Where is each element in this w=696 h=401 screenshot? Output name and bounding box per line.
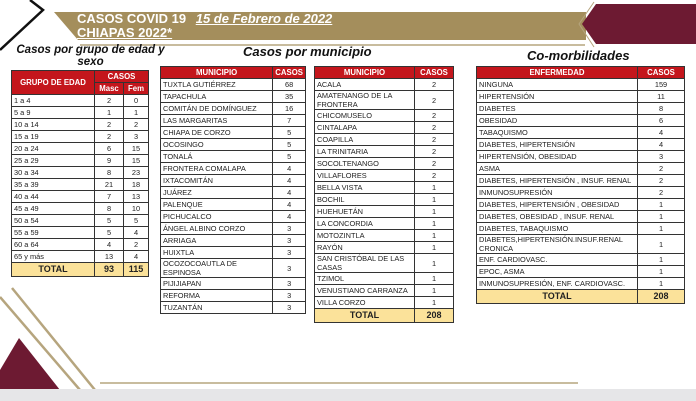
municipality-name-cell: VENUSTIANO CARRANZA [315, 285, 415, 297]
total-value: 208 [415, 309, 454, 323]
female-count-cell: 18 [124, 179, 149, 191]
cases-cell: 4 [638, 139, 685, 151]
table-row [477, 223, 685, 235]
table-row [477, 115, 685, 127]
table-row [477, 235, 685, 254]
table-row [477, 103, 685, 115]
female-count-cell: 15 [124, 143, 149, 155]
table-row [161, 139, 306, 151]
total-row [315, 309, 454, 323]
disease-name-cell: DIABETES, HIPERTENSIÓN , OBESIDAD [477, 199, 638, 211]
cases-cell: 2 [415, 79, 454, 91]
table-row [12, 167, 149, 179]
total-row [12, 263, 149, 277]
municipality-name-cell: OCOZOCOAUTLA DE ESPINOSA [161, 259, 273, 278]
age-group-cell: 25 a 29 [12, 155, 95, 167]
cases-cell: 3 [273, 223, 306, 235]
comorbidity-table [476, 66, 685, 304]
male-count-cell: 2 [95, 95, 124, 107]
municipality-table-2 [314, 66, 454, 323]
table-row [315, 91, 454, 110]
col-header-disease: ENFERMEDAD [477, 67, 638, 79]
cases-cell: 5 [273, 151, 306, 163]
table-row [12, 119, 149, 131]
cases-cell: 3 [273, 259, 306, 278]
municipality-name-cell: PICHUCALCO [161, 211, 273, 223]
col-header-female: Fem [124, 83, 149, 95]
female-count-cell: 3 [124, 131, 149, 143]
cases-cell: 35 [273, 91, 306, 103]
cases-cell: 2 [415, 158, 454, 170]
cases-cell: 4 [273, 211, 306, 223]
table-row [161, 115, 306, 127]
cases-cell: 1 [638, 266, 685, 278]
cases-cell: 1 [638, 223, 685, 235]
age-group-cell: 5 a 9 [12, 107, 95, 119]
male-count-cell: 1 [95, 107, 124, 119]
male-count-cell: 7 [95, 191, 124, 203]
disease-name-cell: DIABETES, TABAQUISMO [477, 223, 638, 235]
total-value: 208 [638, 290, 685, 304]
comorbidity-section-title: Co-morbilidades [527, 48, 630, 63]
table-row [12, 143, 149, 155]
table-row [315, 218, 454, 230]
table-row [315, 158, 454, 170]
municipality-name-cell: TZIMOL [315, 273, 415, 285]
male-count-cell: 5 [95, 215, 124, 227]
disease-name-cell: INMUNOSUPRESIÓN, ENF. CARDIOVASC. [477, 278, 638, 290]
table-row [315, 230, 454, 242]
disease-name-cell: DIABETES [477, 103, 638, 115]
table-row [315, 206, 454, 218]
table-row [12, 191, 149, 203]
cases-cell: 3 [273, 235, 306, 247]
table-row [315, 134, 454, 146]
female-count-cell: 15 [124, 155, 149, 167]
table-row [161, 103, 306, 115]
col-header-cases: CASOS [95, 71, 149, 83]
municipality-name-cell: CHICOMUSELO [315, 110, 415, 122]
table-row [161, 163, 306, 175]
cases-cell: 11 [638, 91, 685, 103]
age-group-cell: 10 a 14 [12, 119, 95, 131]
header-date: 15 de Febrero de 2022 [195, 11, 333, 26]
table-row [315, 297, 454, 309]
table-row [161, 199, 306, 211]
female-count-cell: 1 [124, 107, 149, 119]
col-header-age-group: GRUPO DE EDAD [12, 71, 95, 95]
table-row [161, 259, 306, 278]
cases-cell: 2 [638, 187, 685, 199]
municipality-name-cell: COAPILLA [315, 134, 415, 146]
cases-cell: 1 [415, 254, 454, 273]
age-group-cell: 20 a 24 [12, 143, 95, 155]
municipality-name-cell: MOTOZINTLA [315, 230, 415, 242]
table-row [161, 187, 306, 199]
municipality-name-cell: IXTACOMITÁN [161, 175, 273, 187]
cases-cell: 1 [638, 254, 685, 266]
male-count-cell: 9 [95, 155, 124, 167]
cases-cell: 16 [273, 103, 306, 115]
table-row [12, 203, 149, 215]
cases-cell: 1 [415, 182, 454, 194]
table-row [161, 151, 306, 163]
male-count-cell: 21 [95, 179, 124, 191]
municipality-name-cell: LA TRINITARIA [315, 146, 415, 158]
municipality-name-cell: TONALÁ [161, 151, 273, 163]
table-row [315, 110, 454, 122]
disease-name-cell: INMUNOSUPRESIÓN [477, 187, 638, 199]
age-group-cell: 45 a 49 [12, 203, 95, 215]
cases-cell: 2 [415, 134, 454, 146]
cases-cell: 159 [638, 79, 685, 91]
municipality-name-cell: VILLAFLORES [315, 170, 415, 182]
disease-name-cell: ENF. CARDIOVASC. [477, 254, 638, 266]
disease-name-cell: DIABETES, OBESIDAD , INSUF. RENAL [477, 211, 638, 223]
disease-name-cell: DIABETES,HIPERTENSIÓN.INSUF.RENAL CRONICA [477, 235, 638, 254]
municipality-name-cell: CINTALAPA [315, 122, 415, 134]
disease-name-cell: NINGUNA [477, 79, 638, 91]
female-count-cell: 5 [124, 215, 149, 227]
footer-bar [0, 389, 696, 401]
female-count-cell: 4 [124, 227, 149, 239]
municipality-name-cell: AMATENANGO DE LA FRONTERA [315, 91, 415, 110]
municipality-name-cell: LA CONCORDIA [315, 218, 415, 230]
table-row [161, 79, 306, 91]
cases-cell: 1 [415, 218, 454, 230]
table-row [12, 227, 149, 239]
female-count-cell: 10 [124, 203, 149, 215]
table-row [477, 254, 685, 266]
table-row [315, 254, 454, 273]
cases-cell: 1 [415, 242, 454, 254]
table-row [161, 127, 306, 139]
age-group-cell: 15 a 19 [12, 131, 95, 143]
cases-cell: 68 [273, 79, 306, 91]
cases-cell: 4 [273, 163, 306, 175]
male-count-cell: 8 [95, 167, 124, 179]
municipality-name-cell: CHIAPA DE CORZO [161, 127, 273, 139]
disease-name-cell: EPOC, ASMA [477, 266, 638, 278]
table-row [12, 215, 149, 227]
maroon-header-arrow [582, 4, 696, 44]
cases-cell: 3 [273, 290, 306, 302]
table-row [477, 127, 685, 139]
male-count-cell: 8 [95, 203, 124, 215]
cases-cell: 1 [415, 285, 454, 297]
age-sex-table [11, 70, 149, 277]
cases-cell: 3 [273, 247, 306, 259]
cases-cell: 2 [415, 170, 454, 182]
table-row [477, 266, 685, 278]
male-count-cell: 5 [95, 227, 124, 239]
table-row [315, 273, 454, 285]
cases-cell: 1 [638, 235, 685, 254]
municipality-name-cell: LAS MARGARITAS [161, 115, 273, 127]
col-header-cases: CASOS [415, 67, 454, 79]
disease-name-cell: DIABETES, HIPERTENSIÓN [477, 139, 638, 151]
age-group-cell: 60 a 64 [12, 239, 95, 251]
table-row [161, 302, 306, 314]
cases-cell: 1 [415, 194, 454, 206]
municipality-name-cell: COMITÁN DE DOMÍNGUEZ [161, 103, 273, 115]
table-row [477, 278, 685, 290]
cases-cell: 1 [638, 211, 685, 223]
disease-name-cell: TABAQUISMO [477, 127, 638, 139]
municipality-section-title: Casos por municipio [243, 44, 372, 59]
municipality-name-cell: HUEHUETÁN [315, 206, 415, 218]
disease-name-cell: HIPERTENSIÓN, OBESIDAD [477, 151, 638, 163]
cases-cell: 1 [638, 278, 685, 290]
female-count-cell: 4 [124, 251, 149, 263]
municipality-name-cell: JUÁREZ [161, 187, 273, 199]
table-row [161, 247, 306, 259]
table-row [12, 155, 149, 167]
cases-cell: 1 [415, 297, 454, 309]
municipality-name-cell: TUZANTÁN [161, 302, 273, 314]
female-count-cell: 2 [124, 119, 149, 131]
municipality-name-cell: BOCHIL [315, 194, 415, 206]
municipality-name-cell: ARRIAGA [161, 235, 273, 247]
cases-cell: 3 [273, 278, 306, 290]
table-row [477, 187, 685, 199]
cases-cell: 2 [415, 91, 454, 110]
table-row [315, 194, 454, 206]
col-header-municipality: MUNICIPIO [315, 67, 415, 79]
total-label: TOTAL [12, 263, 95, 277]
table-row [477, 163, 685, 175]
cases-cell: 2 [415, 110, 454, 122]
municipality-name-cell: VILLA CORZO [315, 297, 415, 309]
col-header-municipality: MUNICIPIO [161, 67, 273, 79]
table-row [315, 122, 454, 134]
table-row [12, 95, 149, 107]
table-row [12, 107, 149, 119]
table-row [477, 79, 685, 91]
col-header-cases: CASOS [273, 67, 306, 79]
age-group-cell: 30 a 34 [12, 167, 95, 179]
disease-name-cell: DIABETES, HIPERTENSIÓN , INSUF. RENAL [477, 175, 638, 187]
table-row [477, 175, 685, 187]
female-count-cell: 0 [124, 95, 149, 107]
total-label: TOTAL [315, 309, 415, 323]
total-female: 115 [124, 263, 149, 277]
cases-cell: 4 [273, 199, 306, 211]
table-row [12, 179, 149, 191]
male-count-cell: 2 [95, 119, 124, 131]
table-row [315, 170, 454, 182]
age-section-title: Casos por grupo de edad y sexo [16, 44, 165, 68]
cases-cell: 1 [415, 230, 454, 242]
age-group-cell: 35 a 39 [12, 179, 95, 191]
cases-cell: 4 [273, 175, 306, 187]
disease-name-cell: OBESIDAD [477, 115, 638, 127]
cases-cell: 2 [638, 175, 685, 187]
black-chevron-decoration [0, 0, 43, 50]
total-label: TOTAL [477, 290, 638, 304]
municipality-name-cell: TAPACHULA [161, 91, 273, 103]
table-row [315, 79, 454, 91]
age-group-cell: 40 a 44 [12, 191, 95, 203]
cases-cell: 3 [273, 302, 306, 314]
municipality-name-cell: OCOSINGO [161, 139, 273, 151]
table-row [12, 251, 149, 263]
male-count-cell: 2 [95, 131, 124, 143]
cases-cell: 4 [638, 127, 685, 139]
municipality-name-cell: TUXTLA GUTIÉRREZ [161, 79, 273, 91]
female-count-cell: 23 [124, 167, 149, 179]
municipality-name-cell: SOCOLTENANGO [315, 158, 415, 170]
municipality-name-cell: PIJIJIAPAN [161, 278, 273, 290]
table-row [161, 278, 306, 290]
table-row [477, 151, 685, 163]
header [77, 12, 332, 39]
table-row [12, 131, 149, 143]
table-row [477, 199, 685, 211]
table-row [161, 175, 306, 187]
municipality-name-cell: PALENQUE [161, 199, 273, 211]
table-row [315, 285, 454, 297]
disease-name-cell: ASMA [477, 163, 638, 175]
table-row [161, 211, 306, 223]
col-header-male: Masc [95, 83, 124, 95]
municipality-name-cell: ACALA [315, 79, 415, 91]
male-count-cell: 13 [95, 251, 124, 263]
table-row [161, 290, 306, 302]
cases-cell: 8 [638, 103, 685, 115]
table-row [315, 146, 454, 158]
municipality-name-cell: FRONTERA COMALAPA [161, 163, 273, 175]
table-row [161, 91, 306, 103]
cases-cell: 4 [273, 187, 306, 199]
cases-cell: 2 [415, 122, 454, 134]
male-count-cell: 6 [95, 143, 124, 155]
female-count-cell: 2 [124, 239, 149, 251]
total-male: 93 [95, 263, 124, 277]
table-row [477, 139, 685, 151]
age-group-cell: 65 y más [12, 251, 95, 263]
maroon-triangle-decoration [0, 338, 60, 390]
cases-cell: 5 [273, 127, 306, 139]
municipality-table-1 [160, 66, 306, 314]
municipality-name-cell: REFORMA [161, 290, 273, 302]
municipality-name-cell: HUIXTLA [161, 247, 273, 259]
age-group-cell: 50 a 54 [12, 215, 95, 227]
municipality-name-cell: ÁNGEL ALBINO CORZO [161, 223, 273, 235]
municipality-name-cell: SAN CRISTÓBAL DE LAS CASAS [315, 254, 415, 273]
municipality-name-cell: BELLA VISTA [315, 182, 415, 194]
cases-cell: 1 [415, 273, 454, 285]
age-group-cell: 55 a 59 [12, 227, 95, 239]
table-row [161, 235, 306, 247]
col-header-cases: CASOS [638, 67, 685, 79]
table-row [12, 239, 149, 251]
table-row [477, 91, 685, 103]
total-row [477, 290, 685, 304]
header-title: CASOS COVID 19 [77, 11, 187, 26]
age-group-cell: 1 a 4 [12, 95, 95, 107]
male-count-cell: 4 [95, 239, 124, 251]
female-count-cell: 13 [124, 191, 149, 203]
cases-cell: 2 [415, 146, 454, 158]
cases-cell: 1 [638, 199, 685, 211]
table-row [315, 242, 454, 254]
cases-cell: 2 [638, 163, 685, 175]
cases-cell: 7 [273, 115, 306, 127]
table-row [161, 223, 306, 235]
cases-cell: 1 [415, 206, 454, 218]
table-row [477, 211, 685, 223]
municipality-name-cell: RAYÓN [315, 242, 415, 254]
table-row [315, 182, 454, 194]
disease-name-cell: HIPERTENSIÓN [477, 91, 638, 103]
header-subtitle: CHIAPAS 2022* [77, 25, 173, 40]
cases-cell: 6 [638, 115, 685, 127]
cases-cell: 5 [273, 139, 306, 151]
cases-cell: 3 [638, 151, 685, 163]
